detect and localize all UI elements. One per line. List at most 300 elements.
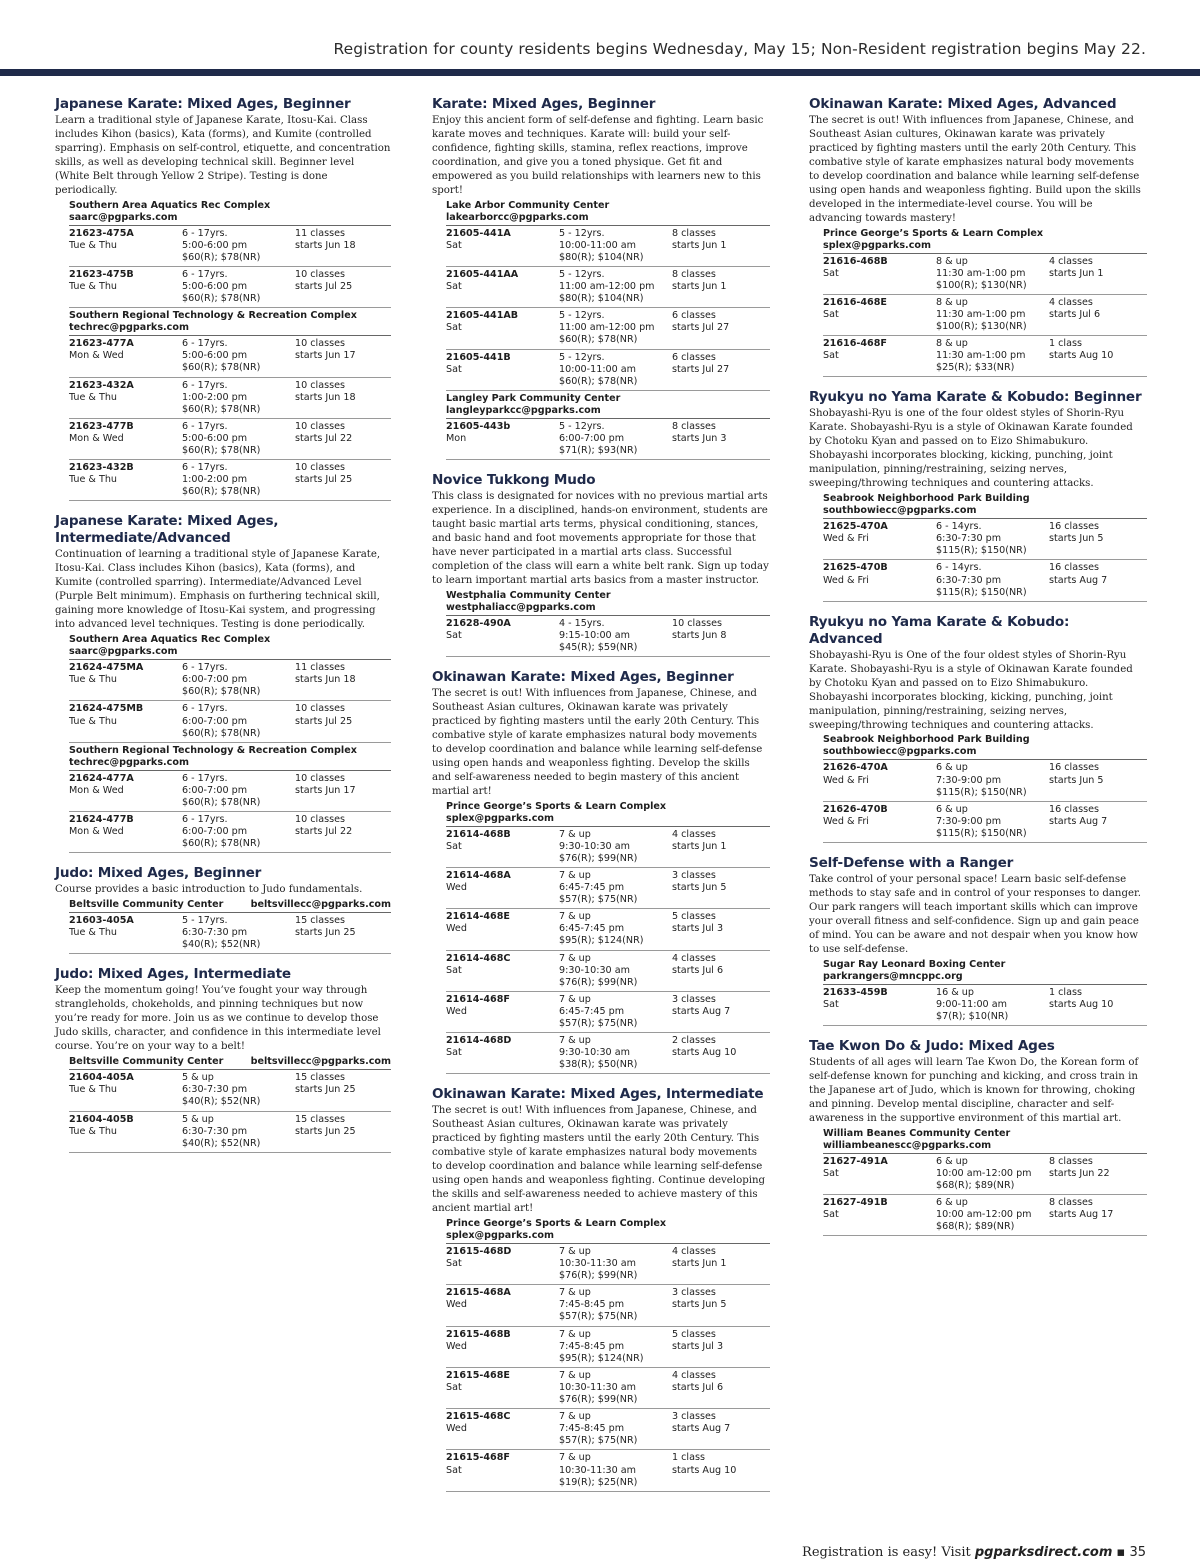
session-schedule-cell: [672, 1411, 770, 1447]
session-details-cell: [182, 380, 295, 416]
activity-code[interactable]: 21614-468B: [446, 828, 511, 840]
location-email[interactable]: saarc@pgparks.com: [69, 211, 178, 223]
session-fee: $60(R); $78(NR): [182, 293, 261, 305]
session-days: Tue & Thu: [69, 1125, 117, 1137]
session-ages: 5 - 12yrs.: [559, 420, 605, 432]
session-start-date: starts Aug 7: [1049, 574, 1108, 586]
session-schedule-cell: [295, 915, 391, 951]
session-row[interactable]: [446, 419, 770, 460]
location-email[interactable]: techrec@pgparks.com: [69, 322, 189, 334]
course-description: Enjoy this ancient form of self-defense and fighting. Learn basic karate moves and techniques. Karate will: build your self-confidence, fighting skills, stamina, reflex reactions, improve coordination, and give you a toned physique. Get fit and empowered as you build relationships with learners new to this sport!: [432, 115, 764, 196]
session-row[interactable]: [446, 1450, 770, 1491]
session-row[interactable]: [69, 701, 391, 742]
session-row[interactable]: [446, 992, 770, 1033]
session-days: Sat: [446, 322, 462, 334]
course-block: [55, 513, 391, 853]
location-header: [69, 1056, 391, 1070]
session-schedule-cell: [672, 1035, 770, 1071]
session-details-cell: [936, 562, 1049, 598]
session-table: [69, 226, 391, 309]
activity-code[interactable]: 21615-468F: [446, 1452, 510, 1464]
session-start-date: starts Jul 27: [672, 322, 730, 334]
session-row[interactable]: [69, 460, 391, 501]
session-details-cell: [559, 911, 672, 947]
session-code-cell: [823, 762, 936, 798]
session-time: 1:00-2:00 pm: [182, 391, 248, 403]
session-code-cell: [823, 521, 936, 557]
session-days: Sat: [446, 281, 462, 293]
session-schedule-cell: [672, 1246, 770, 1282]
session-details-cell: [559, 1370, 672, 1406]
session-fee: $60(R); $78(NR): [182, 403, 261, 415]
course-title: Self-Defense with a Ranger: [809, 855, 1014, 872]
session-fee: $60(R); $78(NR): [182, 796, 261, 808]
location-email[interactable]: beltsvillecc@pgparks.com: [250, 899, 391, 911]
activity-code[interactable]: 21624-477A: [69, 772, 134, 784]
session-time: 6:45-7:45 pm: [559, 1005, 625, 1017]
session-details-cell: [182, 421, 295, 457]
session-schedule-cell: [672, 829, 770, 865]
session-row[interactable]: [69, 1070, 391, 1111]
session-time: 6:45-7:45 pm: [559, 923, 625, 935]
session-ages: 6 - 17yrs.: [182, 338, 228, 350]
location-email[interactable]: parkrangers@mncppc.org: [823, 970, 963, 982]
activity-code[interactable]: 21614-468F: [446, 993, 510, 1005]
session-time: 5:00-6:00 pm: [182, 432, 248, 444]
page-number: 35: [1129, 1545, 1146, 1560]
session-code-cell: [69, 228, 182, 264]
course-title: Okinawan Karate: Mixed Ages, Advanced: [809, 96, 1117, 112]
session-ages: 6 - 17yrs.: [182, 227, 228, 239]
session-code-cell: [446, 1452, 559, 1488]
activity-code[interactable]: 21615-468D: [446, 1246, 512, 1258]
session-fee: $60(R); $78(NR): [182, 486, 261, 498]
session-time: 5:00-6:00 pm: [182, 239, 248, 251]
session-table: [823, 760, 1147, 843]
activity-code[interactable]: 21616-468E: [823, 296, 887, 308]
session-fee: $57(R); $75(NR): [559, 1018, 638, 1030]
session-fee: $68(R); $89(NR): [936, 1179, 1015, 1191]
session-time: 1:00-2:00 pm: [182, 474, 248, 486]
session-schedule-cell: [672, 228, 770, 264]
session-schedule-cell: [672, 1329, 770, 1365]
course-block: [55, 96, 391, 501]
session-schedule-cell: [672, 310, 770, 346]
session-code-cell: [69, 814, 182, 850]
activity-code[interactable]: 21627-491B: [823, 1197, 888, 1209]
activity-code[interactable]: 21605-441AB: [446, 310, 519, 322]
activity-code[interactable]: 21624-475MA: [69, 662, 144, 674]
session-time: 9:00-11:00 am: [936, 998, 1007, 1010]
session-start-date: starts Jun 25: [295, 1084, 356, 1096]
session-row[interactable]: [446, 951, 770, 992]
session-table: [446, 226, 770, 391]
course-title: Tae Kwon Do & Judo: Mixed Ages: [809, 1038, 1055, 1055]
session-row[interactable]: [823, 295, 1147, 336]
column-middle: [432, 96, 770, 1504]
session-class-count: 10 classes: [295, 813, 345, 825]
location-header: [69, 310, 391, 336]
session-code-cell: [69, 1114, 182, 1150]
session-start-date: starts Jun 5: [672, 1299, 727, 1311]
session-row[interactable]: [823, 985, 1147, 1026]
session-row[interactable]: [446, 1368, 770, 1409]
activity-code[interactable]: 21623-477B: [69, 420, 134, 432]
session-start-date: starts Aug 10: [672, 1047, 737, 1059]
session-row[interactable]: [69, 913, 391, 954]
session-class-count: 5 classes: [672, 911, 716, 923]
session-days: Sat: [446, 964, 462, 976]
location-name: Westphalia Community Center: [446, 589, 611, 601]
session-days: Sat: [446, 239, 462, 251]
session-start-date: starts Jun 5: [1049, 774, 1104, 786]
session-start-date: starts Jul 27: [672, 363, 730, 375]
course-description: Shobayashi-Ryu is One of the four oldest styles of Shorin-Ryu Karate. Shobayashi-Ryu is a style of Okinawan Karate founded by Chotoku Kyan and passed on to Eizo Shimabukuro. Shobayashi incorporates blocking, kicking, punching, joint manipulation, pinning/restraining, seizing nerves, sweeping/throwing techniques and countering attacks.: [809, 649, 1133, 731]
activity-code[interactable]: 21625-470A: [823, 521, 888, 533]
session-code-cell: [446, 1370, 559, 1406]
session-class-count: 10 classes: [672, 617, 722, 629]
session-days: Sat: [446, 363, 462, 375]
header-divider: [0, 69, 1200, 76]
location-email[interactable]: southbowiecc@pgparks.com: [823, 505, 977, 517]
session-ages: 7 & up: [559, 993, 591, 1005]
location-email[interactable]: westphaliacc@pgparks.com: [446, 601, 596, 613]
session-ages: 6 - 17yrs.: [182, 703, 228, 715]
course-title: Judo: Mixed Ages, Beginner: [55, 865, 262, 882]
session-table: [69, 913, 391, 954]
activity-code[interactable]: 21614-468A: [446, 869, 511, 881]
activity-code[interactable]: 21614-468D: [446, 1035, 512, 1047]
session-fee: $76(R); $99(NR): [559, 1270, 638, 1282]
activity-code[interactable]: 21626-470A: [823, 762, 888, 774]
session-table: [823, 519, 1147, 602]
session-row[interactable]: [446, 350, 770, 391]
session-code-cell: [823, 256, 936, 292]
activity-code[interactable]: 21623-432B: [69, 462, 134, 474]
session-fee: $115(R); $150(NR): [936, 786, 1027, 798]
session-code-cell: [823, 804, 936, 840]
activity-code[interactable]: 21605-441A: [446, 227, 511, 239]
session-days: Sat: [823, 998, 839, 1010]
session-code-cell: [446, 228, 559, 264]
session-row[interactable]: [446, 1285, 770, 1326]
location-email[interactable]: splex@pgparks.com: [823, 239, 931, 251]
session-days: Mon & Wed: [69, 432, 124, 444]
session-start-date: starts Jun 25: [295, 927, 356, 939]
session-table: [446, 419, 770, 460]
session-row[interactable]: [69, 226, 391, 267]
session-start-date: starts Jun 25: [295, 1125, 356, 1137]
session-row[interactable]: [69, 812, 391, 853]
session-details-cell: [559, 228, 672, 264]
session-start-date: starts Jun 22: [1049, 1167, 1110, 1179]
session-ages: 5 - 12yrs.: [559, 227, 605, 239]
session-start-date: starts Jul 3: [672, 1340, 724, 1352]
activity-code[interactable]: 21623-432A: [69, 379, 134, 391]
website-link[interactable]: pgparksdirect.com: [974, 1545, 1113, 1560]
session-class-count: 8 classes: [1049, 1155, 1093, 1167]
session-row[interactable]: [823, 560, 1147, 601]
session-ages: 7 & up: [559, 911, 591, 923]
session-row[interactable]: [446, 909, 770, 950]
session-row[interactable]: [69, 660, 391, 701]
session-days: Tue & Thu: [69, 927, 117, 939]
session-class-count: 10 classes: [295, 462, 345, 474]
session-time: 6:30-7:30 pm: [936, 533, 1002, 545]
session-start-date: starts Jun 1: [672, 281, 727, 293]
session-code-cell: [823, 987, 936, 1023]
activity-code[interactable]: 21623-475A: [69, 227, 134, 239]
activity-code[interactable]: 21605-443b: [446, 420, 511, 432]
activity-code[interactable]: 21623-475B: [69, 269, 134, 280]
activity-code[interactable]: 21615-468B: [446, 1328, 511, 1340]
activity-code[interactable]: 21628-490A: [446, 617, 511, 629]
session-class-count: 1 class: [672, 1452, 705, 1464]
session-start-date: starts Jul 22: [295, 432, 353, 444]
session-days: Tue & Thu: [69, 281, 117, 293]
session-code-cell: [69, 269, 182, 305]
session-details-cell: [559, 310, 672, 346]
course-title: Okinawan Karate: Mixed Ages, Intermediate: [432, 1086, 764, 1103]
session-row[interactable]: [69, 378, 391, 419]
session-ages: 7 & up: [559, 1328, 591, 1340]
activity-code[interactable]: 21624-475MB: [69, 703, 144, 715]
session-details-cell: [936, 338, 1049, 374]
session-details-cell: [559, 994, 672, 1030]
session-class-count: 8 classes: [672, 420, 716, 432]
session-row[interactable]: [823, 1195, 1147, 1236]
session-schedule-cell: [1049, 1156, 1147, 1192]
session-schedule-cell: [295, 338, 391, 374]
session-code-cell: [446, 953, 559, 989]
course-title: Ryukyu no Yama Karate & Kobudo: Beginner: [809, 389, 1142, 406]
activity-code[interactable]: 21614-468E: [446, 911, 510, 923]
session-class-count: 3 classes: [672, 993, 716, 1005]
activity-code[interactable]: 21624-477B: [69, 813, 134, 825]
session-class-count: 16 classes: [1049, 762, 1099, 774]
activity-code[interactable]: 21605-441B: [446, 351, 511, 363]
session-time: 5:00-6:00 pm: [182, 281, 248, 293]
session-details-cell: [936, 256, 1049, 292]
session-row[interactable]: [446, 868, 770, 909]
session-ages: 8 & up: [936, 255, 968, 267]
session-table: [446, 1244, 770, 1492]
activity-code[interactable]: 21627-491A: [823, 1155, 888, 1167]
session-code-cell: [69, 703, 182, 739]
session-time: 10:00 am-12:00 pm: [936, 1167, 1032, 1179]
session-row[interactable]: [446, 1033, 770, 1074]
activity-code[interactable]: 21615-468E: [446, 1369, 510, 1381]
session-class-count: 11 classes: [295, 662, 345, 674]
session-row[interactable]: [823, 519, 1147, 560]
session-time: 11:00 am-12:00 pm: [559, 281, 655, 293]
location-name: Southern Area Aquatics Rec Complex: [69, 634, 271, 646]
session-code-cell: [446, 829, 559, 865]
session-row[interactable]: [446, 1327, 770, 1368]
session-code-cell: [446, 269, 559, 305]
session-time: 10:30-11:30 am: [559, 1464, 637, 1476]
activity-code[interactable]: 21615-468C: [446, 1411, 511, 1423]
session-days: Tue & Thu: [69, 715, 117, 727]
session-table: [69, 336, 391, 501]
session-days: Wed & Fri: [823, 533, 869, 545]
session-class-count: 4 classes: [1049, 296, 1093, 308]
location-name: Beltsville Community Center: [69, 899, 224, 911]
session-time: 6:00-7:00 pm: [182, 784, 248, 796]
session-schedule-cell: [672, 1287, 770, 1323]
session-start-date: starts Jul 25: [295, 474, 353, 486]
session-class-count: 16 classes: [1049, 562, 1099, 574]
location-email[interactable]: southbowiecc@pgparks.com: [823, 746, 977, 758]
session-schedule-cell: [672, 994, 770, 1030]
footer-separator: ▪: [1112, 1545, 1130, 1560]
session-days: Tue & Thu: [69, 1084, 117, 1096]
location-email[interactable]: langleyparkcc@pgparks.com: [446, 404, 601, 416]
session-ages: 5 - 17yrs.: [182, 915, 228, 927]
session-schedule-cell: [672, 421, 770, 457]
session-row[interactable]: [446, 827, 770, 868]
session-schedule-cell: [295, 1114, 391, 1150]
course-block: [432, 472, 770, 657]
session-start-date: starts Aug 7: [1049, 815, 1108, 827]
activity-code[interactable]: 21616-468F: [823, 338, 887, 350]
session-time: 10:00-11:00 am: [559, 363, 637, 375]
location-header: [823, 734, 1147, 760]
session-days: Sat: [823, 350, 839, 362]
session-details-cell: [936, 1156, 1049, 1192]
session-schedule-cell: [672, 1452, 770, 1488]
session-fee: $80(R); $104(NR): [559, 251, 644, 263]
column-left: [55, 96, 391, 1165]
session-time: 6:00-7:00 pm: [182, 715, 248, 727]
session-row[interactable]: [446, 1244, 770, 1285]
course-title: Judo: Mixed Ages, Intermediate: [55, 966, 291, 983]
session-row[interactable]: [69, 1112, 391, 1153]
session-schedule-cell: [295, 421, 391, 457]
activity-code[interactable]: 21614-468C: [446, 952, 511, 964]
session-class-count: 1 class: [1049, 986, 1082, 998]
session-start-date: starts Jun 5: [672, 882, 727, 894]
location-name: Langley Park Community Center: [446, 392, 621, 404]
session-row[interactable]: [823, 1154, 1147, 1195]
session-ages: 7 & up: [559, 1035, 591, 1047]
activity-code[interactable]: 21625-470B: [823, 562, 888, 574]
activity-code[interactable]: 21633-459B: [823, 986, 888, 998]
location-email[interactable]: splex@pgparks.com: [446, 812, 554, 824]
session-row[interactable]: [446, 267, 770, 308]
location-email[interactable]: williambeanescc@pgparks.com: [823, 1139, 992, 1151]
session-row[interactable]: [823, 254, 1147, 295]
activity-code[interactable]: 21605-441AA: [446, 269, 519, 280]
activity-code[interactable]: 21623-477A: [69, 338, 134, 350]
course-description: This class is designated for novices with no previous martial arts experience. In a disciplined, hands-on environment, students are taught basic martial arts terms, physical conditioning, stances, and basic hand and foot movements appropriate for those that have never participated in a martial arts class. Successful completion of the class will earn a white belt rank. Sign up today to learn important martial arts basics from a master instructor.: [432, 491, 769, 586]
session-schedule-cell: [1049, 762, 1147, 798]
session-ages: 7 & up: [559, 1411, 591, 1423]
course-block: [809, 389, 1147, 601]
session-class-count: 16 classes: [1049, 803, 1099, 815]
session-row[interactable]: [446, 226, 770, 267]
session-time: 6:30-7:30 pm: [182, 927, 248, 939]
location-header: [446, 200, 770, 226]
session-days: Sat: [823, 1167, 839, 1179]
location-email[interactable]: beltsvillecc@pgparks.com: [250, 1056, 391, 1068]
session-ages: 7 & up: [559, 1369, 591, 1381]
session-days: Wed: [446, 923, 467, 935]
location-email[interactable]: lakearborcc@pgparks.com: [446, 211, 589, 223]
location-email[interactable]: saarc@pgparks.com: [69, 646, 178, 658]
session-details-cell: [559, 1035, 672, 1071]
session-details-cell: [182, 814, 295, 850]
session-details-cell: [936, 762, 1049, 798]
session-days: Wed: [446, 882, 467, 894]
session-days: Mon: [446, 432, 467, 444]
session-schedule-cell: [295, 228, 391, 264]
location-name: Seabrook Neighborhood Park Building: [823, 734, 1030, 746]
course-title: Novice Tukkong Mudo: [432, 472, 596, 489]
session-code-cell: [823, 1197, 936, 1233]
session-details-cell: [559, 421, 672, 457]
session-row[interactable]: [446, 1409, 770, 1450]
session-row[interactable]: [446, 308, 770, 349]
session-class-count: 2 classes: [672, 1035, 716, 1047]
session-fee: $40(R); $52(NR): [182, 1096, 261, 1108]
activity-code[interactable]: 21616-468B: [823, 255, 888, 267]
activity-code[interactable]: 21604-405A: [69, 1072, 134, 1084]
location-name: Southern Area Aquatics Rec Complex: [69, 199, 271, 211]
session-row[interactable]: [69, 336, 391, 377]
course-block: [809, 614, 1147, 843]
session-row[interactable]: [69, 419, 391, 460]
session-days: Wed: [446, 1299, 467, 1311]
session-code-cell: [69, 1072, 182, 1108]
session-fee: $80(R); $104(NR): [559, 293, 644, 305]
session-start-date: starts Aug 7: [672, 1423, 731, 1435]
activity-code[interactable]: 21604-405B: [69, 1113, 134, 1125]
session-row[interactable]: [823, 760, 1147, 801]
session-class-count: 10 classes: [295, 379, 345, 391]
session-ages: 6 - 17yrs.: [182, 662, 228, 674]
location-email[interactable]: techrec@pgparks.com: [69, 756, 189, 768]
location-email[interactable]: splex@pgparks.com: [446, 1230, 554, 1242]
course-block: [432, 1086, 770, 1491]
session-row[interactable]: [823, 802, 1147, 843]
session-code-cell: [446, 1329, 559, 1365]
location-name: Southern Regional Technology & Recreation Complex: [69, 744, 357, 756]
activity-code[interactable]: 21615-468A: [446, 1287, 511, 1299]
session-code-cell: [446, 618, 559, 654]
session-start-date: starts Jun 8: [672, 629, 727, 641]
session-schedule-cell: [672, 911, 770, 947]
session-schedule-cell: [672, 1370, 770, 1406]
session-class-count: 10 classes: [295, 772, 345, 784]
session-code-cell: [823, 338, 936, 374]
session-ages: 6 - 14yrs.: [936, 521, 982, 533]
session-class-count: 15 classes: [295, 915, 345, 927]
activity-code[interactable]: 21626-470B: [823, 803, 888, 815]
activity-code[interactable]: 21603-405A: [69, 915, 134, 927]
session-row[interactable]: [446, 616, 770, 657]
session-details-cell: [182, 915, 295, 951]
session-class-count: 10 classes: [295, 420, 345, 432]
session-row[interactable]: [69, 267, 391, 308]
session-time: 7:45-8:45 pm: [559, 1299, 625, 1311]
session-time: 11:30 am-1:00 pm: [936, 350, 1026, 362]
session-row[interactable]: [823, 336, 1147, 377]
session-row[interactable]: [69, 771, 391, 812]
session-fee: $71(R); $93(NR): [559, 445, 638, 457]
session-fee: $60(R); $78(NR): [182, 362, 261, 374]
session-fee: $40(R); $52(NR): [182, 939, 261, 951]
